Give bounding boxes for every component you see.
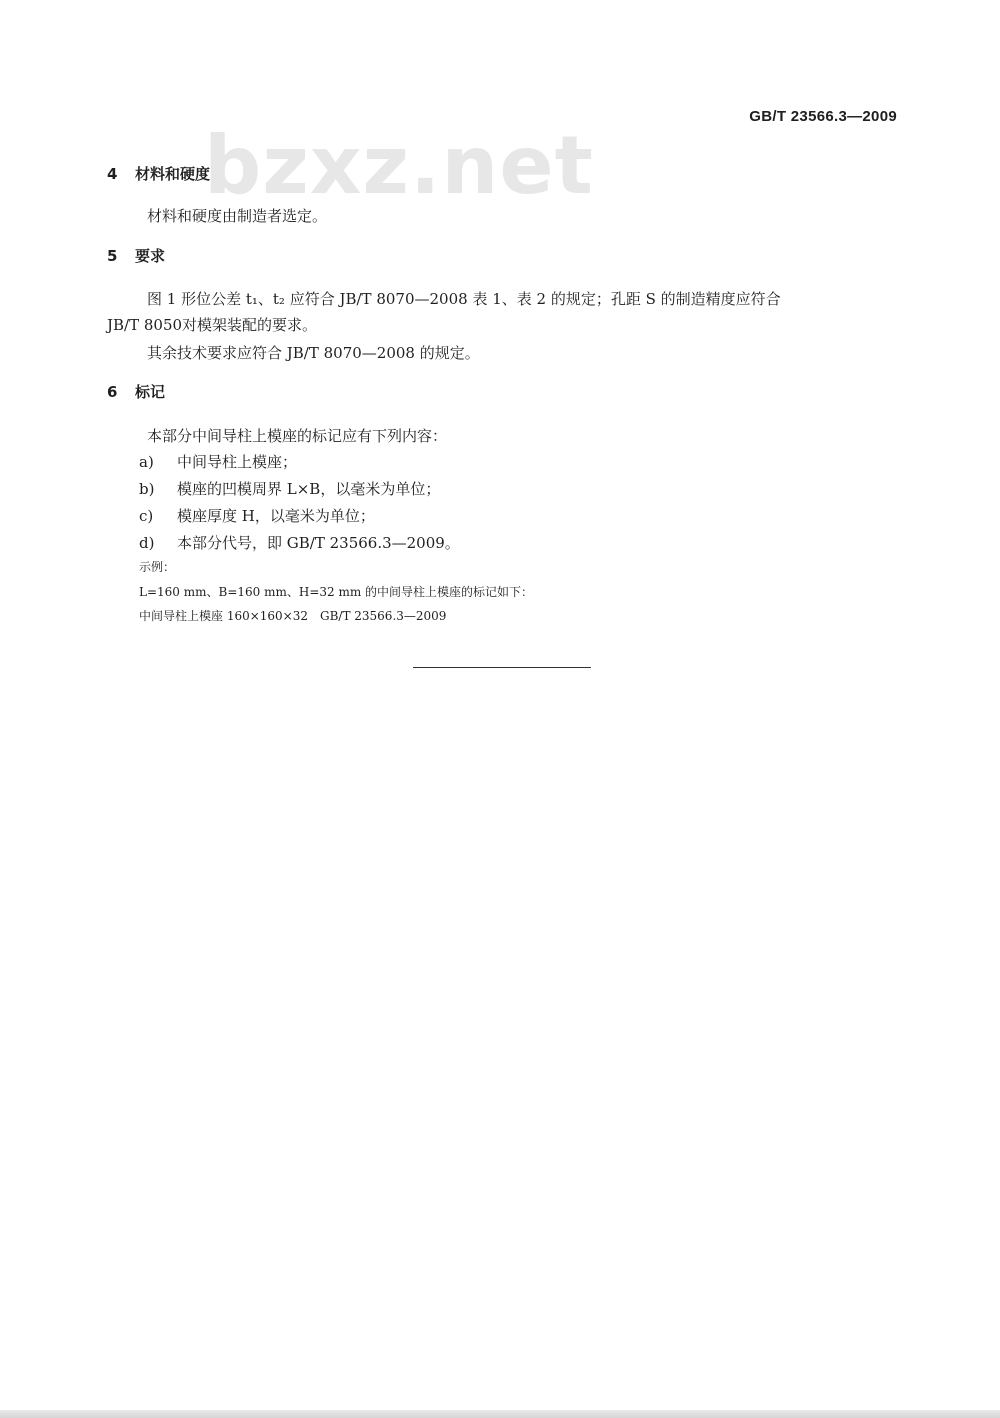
list-text: 模座厚度 H，以毫米为单位； (177, 507, 375, 525)
section-5-para1-line1: 图 1 形位公差 t₁、t₂ 应符合 JB/T 8070—2008 表 1、表 2 的规定；孔距 S 的制造精度应符合 (147, 290, 781, 308)
list-marker: c) (139, 507, 154, 525)
list-item (139, 532, 460, 554)
example-label: 示例： (139, 560, 176, 574)
list-text: 中间导柱上模座； (177, 453, 298, 471)
section-4-title: 材料和硬度 (135, 165, 211, 183)
end-of-document-rule (413, 667, 591, 668)
section-6-heading (107, 382, 165, 402)
standard-code: GB/T 23566.3—2009 (749, 108, 897, 125)
list-text: 本部分代号，即 GB/T 23566.3—2009。 (177, 534, 460, 552)
section-5-para1-line2: JB/T 8050对模架装配的要求。 (107, 316, 318, 334)
section-5-heading (107, 246, 165, 266)
list-marker: a) (139, 453, 154, 471)
list-marker: d) (139, 534, 155, 552)
page-bottom-edge (0, 1410, 1000, 1418)
section-6-intro: 本部分中间导柱上模座的标记应有下列内容： (147, 427, 448, 445)
section-4-number: 4 (107, 165, 118, 183)
list-item (139, 451, 297, 473)
section-5-number: 5 (107, 247, 118, 265)
list-marker: b) (139, 480, 155, 498)
section-4-heading (107, 164, 210, 184)
example-line-2: 中间导柱上模座 160×160×32 GB/T 23566.3—2009 (139, 609, 447, 623)
list-item (139, 478, 440, 500)
example-line-1: L=160 mm、B=160 mm、H=32 mm 的中间导柱上模座的标记如下： (139, 585, 534, 599)
section-4-body: 材料和硬度由制造者选定。 (147, 207, 328, 225)
list-text: 模座的凹模周界 L×B，以毫米为单位； (177, 480, 441, 498)
section-5-para2: 其余技术要求应符合 JB/T 8070—2008 的规定。 (147, 344, 480, 362)
section-6-title: 标记 (135, 383, 166, 401)
list-item (139, 505, 375, 527)
section-6-number: 6 (107, 383, 118, 401)
section-5-title: 要求 (135, 247, 166, 265)
watermark: bzxz.net (204, 119, 594, 212)
